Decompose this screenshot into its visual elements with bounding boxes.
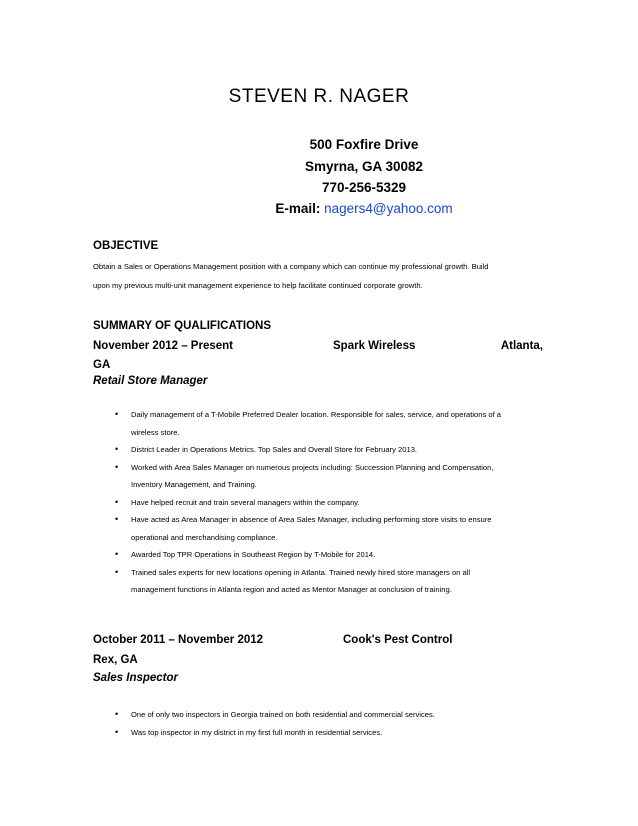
job-2-bullet-list [93,706,553,741]
job-1-company: Spark Wireless [333,340,416,352]
phone-number: 770-256-5329 [321,180,407,195]
bullet-icon: • [115,726,119,737]
job-2-company: Cook's Pest Control [343,634,453,646]
summary-heading: SUMMARY OF QUALIFICATIONS [93,320,272,332]
bullet-icon: • [115,496,119,507]
objective-heading: OBJECTIVE [93,240,159,252]
list-item: • Trained sales experts for new locations opening in Atlanta. Trained newly hired store managers on all management functions in Atlanta region and acted as Mentor Manager at conclusion of training. [93,564,553,599]
list-item: • Awarded Top TPR Operations in Southeast Region by T-Mobile for 2014. [93,546,553,564]
job-2-header [93,634,543,650]
list-item: • Was top inspector in my district in my first full month in residential services. [93,724,553,742]
email-label: E-mail: [275,201,321,216]
address-line-1: 500 Foxfire Drive [309,137,419,152]
job-1-title: Retail Store Manager [93,375,208,387]
job-1-location-city: Atlanta, [500,340,543,352]
bullet-icon: • [115,514,119,524]
objective-line-2: upon my previous multi-unit management experience to help facilitate continued corporate growth. [93,281,423,290]
list-item: • Worked with Area Sales Manager on numerous projects including: Succession Planning and Compensation, Inventory Management, and Training. [93,459,553,494]
address-line-2: Smyrna, GA 30082 [304,159,424,174]
job-1-dates: November 2012 – Present [93,340,233,352]
job-2-location: Rex, GA [93,654,138,666]
list-item: • Have acted as Area Manager in absence of Area Sales Manager, including performing store visits to ensure operational and merchandising compliance. [93,511,553,546]
job-2-dates: October 2011 – November 2012 [93,634,264,646]
list-item: • Have helped recruit and train several managers within the company. [93,494,553,512]
list-item: • One of only two inspectors in Georgia trained on both residential and commercial services. [93,706,553,724]
bullet-icon: • [115,461,119,472]
email-link[interactable]: nagers4@yahoo.com [324,201,453,216]
list-item: • District Leader in Operations Metrics. Top Sales and Overall Store for February 2013. [93,441,553,459]
bullet-icon: • [115,444,119,454]
job-1-location-state: GA [93,359,111,371]
list-item: • Daily management of a T-Mobile Preferred Dealer location. Responsible for sales, service, and operations of a wireless store. [93,406,553,441]
candidate-name: STEVEN R. NAGER [228,86,410,107]
bullet-icon: • [115,709,119,719]
objective-line-1: Obtain a Sales or Operations Management position with a company which can continue my professional growth. Build [93,262,489,271]
job-1-bullet-list [93,406,553,599]
bullet-icon: • [115,549,119,559]
job-1-header [93,340,543,356]
email-line [0,201,638,216]
bullet-icon: • [115,409,119,419]
job-2-title: Sales Inspector [93,672,179,684]
bullet-icon: • [115,566,119,577]
